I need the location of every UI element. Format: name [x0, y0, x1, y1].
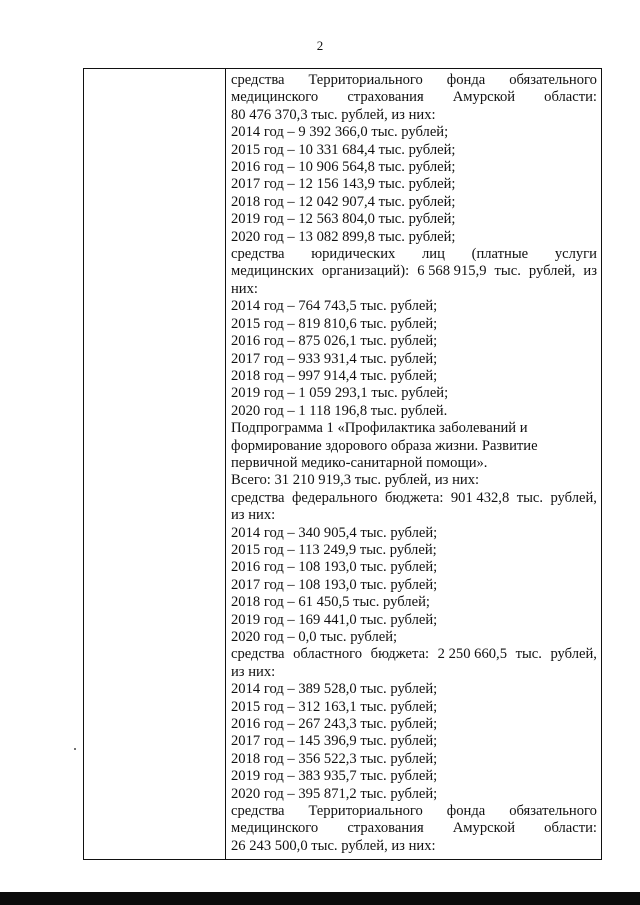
word: фонда [446, 72, 486, 88]
word: тыс. [494, 263, 521, 280]
text-line: 2020 год – 395 871,2 тыс. рублей; [231, 785, 438, 802]
word: страхования [347, 89, 424, 106]
text-line [231, 72, 597, 89]
word: 6 568 915,9 [417, 263, 487, 280]
text-line: 2015 год – 312 163,1 тыс. рублей; [231, 698, 438, 715]
word: медицинского [231, 89, 319, 106]
text-line: Всего: 31 210 919,3 тыс. рублей, из них: [231, 472, 480, 489]
text-line: 2016 год – 108 193,0 тыс. рублей; [231, 559, 438, 576]
text-line: 2017 год – 933 931,4 тыс. рублей; [231, 350, 438, 367]
text-line [231, 89, 597, 106]
text-line: 2016 год – 875 026,1 тыс. рублей; [231, 333, 438, 350]
text-line: Подпрограмма 1 «Профилактика заболеваний и [231, 420, 528, 437]
table-left-column [84, 69, 226, 859]
text-line: формирование здорового образа жизни. Развитие [231, 437, 538, 454]
word: обязательного [509, 803, 597, 820]
word: рублей, [550, 489, 597, 506]
text-line [231, 820, 597, 837]
text-line: 2019 год – 12 563 804,0 тыс. рублей; [231, 211, 456, 228]
word: медицинских [231, 263, 314, 280]
word: средства [231, 803, 285, 820]
word: области: [544, 89, 597, 106]
word: Территориального [308, 803, 423, 820]
word: медицинского [231, 820, 319, 837]
word: средства [231, 246, 285, 263]
text-line: 2016 год – 267 243,3 тыс. рублей; [231, 716, 438, 733]
word: организаций): [321, 263, 410, 280]
text-line: 2017 год – 108 193,0 тыс. рублей; [231, 576, 438, 593]
text-line [231, 263, 597, 280]
word: федерального [291, 489, 378, 506]
text-line: 2016 год – 10 906 564,8 тыс. рублей; [231, 159, 456, 176]
text-line: 2017 год – 145 396,9 тыс. рублей; [231, 733, 438, 750]
text-line: 2017 год – 12 156 143,9 тыс. рублей; [231, 176, 456, 193]
word: из [583, 263, 597, 280]
text-line: 2018 год – 12 042 907,4 тыс. рублей; [231, 193, 456, 210]
text-line: 2018 год – 356 522,3 тыс. рублей; [231, 750, 438, 767]
text-line: 2015 год – 113 249,9 тыс. рублей; [231, 541, 437, 558]
word: рублей, [528, 263, 576, 280]
text-line: 2020 год – 0,0 тыс. рублей; [231, 629, 398, 645]
text-line: 2014 год – 764 743,5 тыс. рублей; [231, 298, 438, 315]
text-line: них: [231, 280, 258, 297]
text-line: 2019 год – 169 441,0 тыс. рублей; [231, 611, 438, 628]
text-line [231, 646, 597, 663]
page-number: 2 [316, 38, 324, 53]
word: бюджета: [384, 489, 444, 506]
text-line: 2015 год – 819 810,6 тыс. рублей; [231, 315, 438, 332]
word: фонда [446, 803, 486, 820]
text-line: из них: [231, 663, 276, 680]
scan-edge [0, 892, 640, 905]
text-line: 2015 год – 10 331 684,4 тыс. рублей; [231, 141, 456, 158]
text-line [231, 803, 597, 820]
text-line: из них: [231, 507, 276, 524]
text-line [231, 490, 597, 507]
word: 2 250 660,5 [437, 646, 507, 663]
word: средства [231, 646, 285, 663]
word: Амурской [452, 820, 516, 837]
text-line: 2020 год – 13 082 899,8 тыс. рублей; [231, 228, 456, 245]
text-line: 2019 год – 1 059 293,1 тыс. рублей; [231, 385, 449, 402]
word: обязательного [509, 72, 597, 88]
scan-speck [74, 748, 76, 750]
word: Амурской [452, 89, 516, 106]
word: средства [231, 489, 285, 506]
text-line: 2019 год – 383 935,7 тыс. рублей; [231, 768, 438, 785]
text-line: 2020 год – 1 118 196,8 тыс. рублей. [231, 402, 448, 419]
text-line: 26 243 500,0 тыс. рублей, из них: [231, 837, 436, 854]
word: Территориального [308, 72, 423, 88]
word: лиц [422, 246, 445, 263]
word: (платные [471, 246, 529, 263]
word: 901 432,8 [450, 489, 510, 506]
word: области: [544, 820, 597, 837]
word: средства [231, 72, 285, 88]
word: областного [293, 646, 363, 663]
word: бюджета: [370, 646, 430, 663]
word: тыс. [515, 646, 542, 663]
text-line: 2014 год – 9 392 366,0 тыс. рублей; [231, 124, 449, 141]
table-right-column [228, 69, 601, 855]
word: рублей, [550, 646, 597, 663]
text-line [231, 246, 597, 263]
text-line: 2018 год – 61 450,5 тыс. рублей; [231, 594, 430, 611]
word: тыс. [516, 489, 543, 506]
word: услуги [554, 246, 597, 263]
funding-table [83, 68, 602, 860]
text-line: 2014 год – 389 528,0 тыс. рублей; [231, 681, 438, 698]
text-line: первичной медико-санитарной помощи». [231, 454, 488, 471]
word: юридических [311, 246, 396, 263]
text-line: 2014 год – 340 905,4 тыс. рублей; [231, 524, 438, 541]
text-line: 2018 год – 997 914,4 тыс. рублей; [231, 367, 438, 384]
text-line: 80 476 370,3 тыс. рублей, из них: [231, 106, 436, 123]
word: страхования [347, 820, 424, 837]
